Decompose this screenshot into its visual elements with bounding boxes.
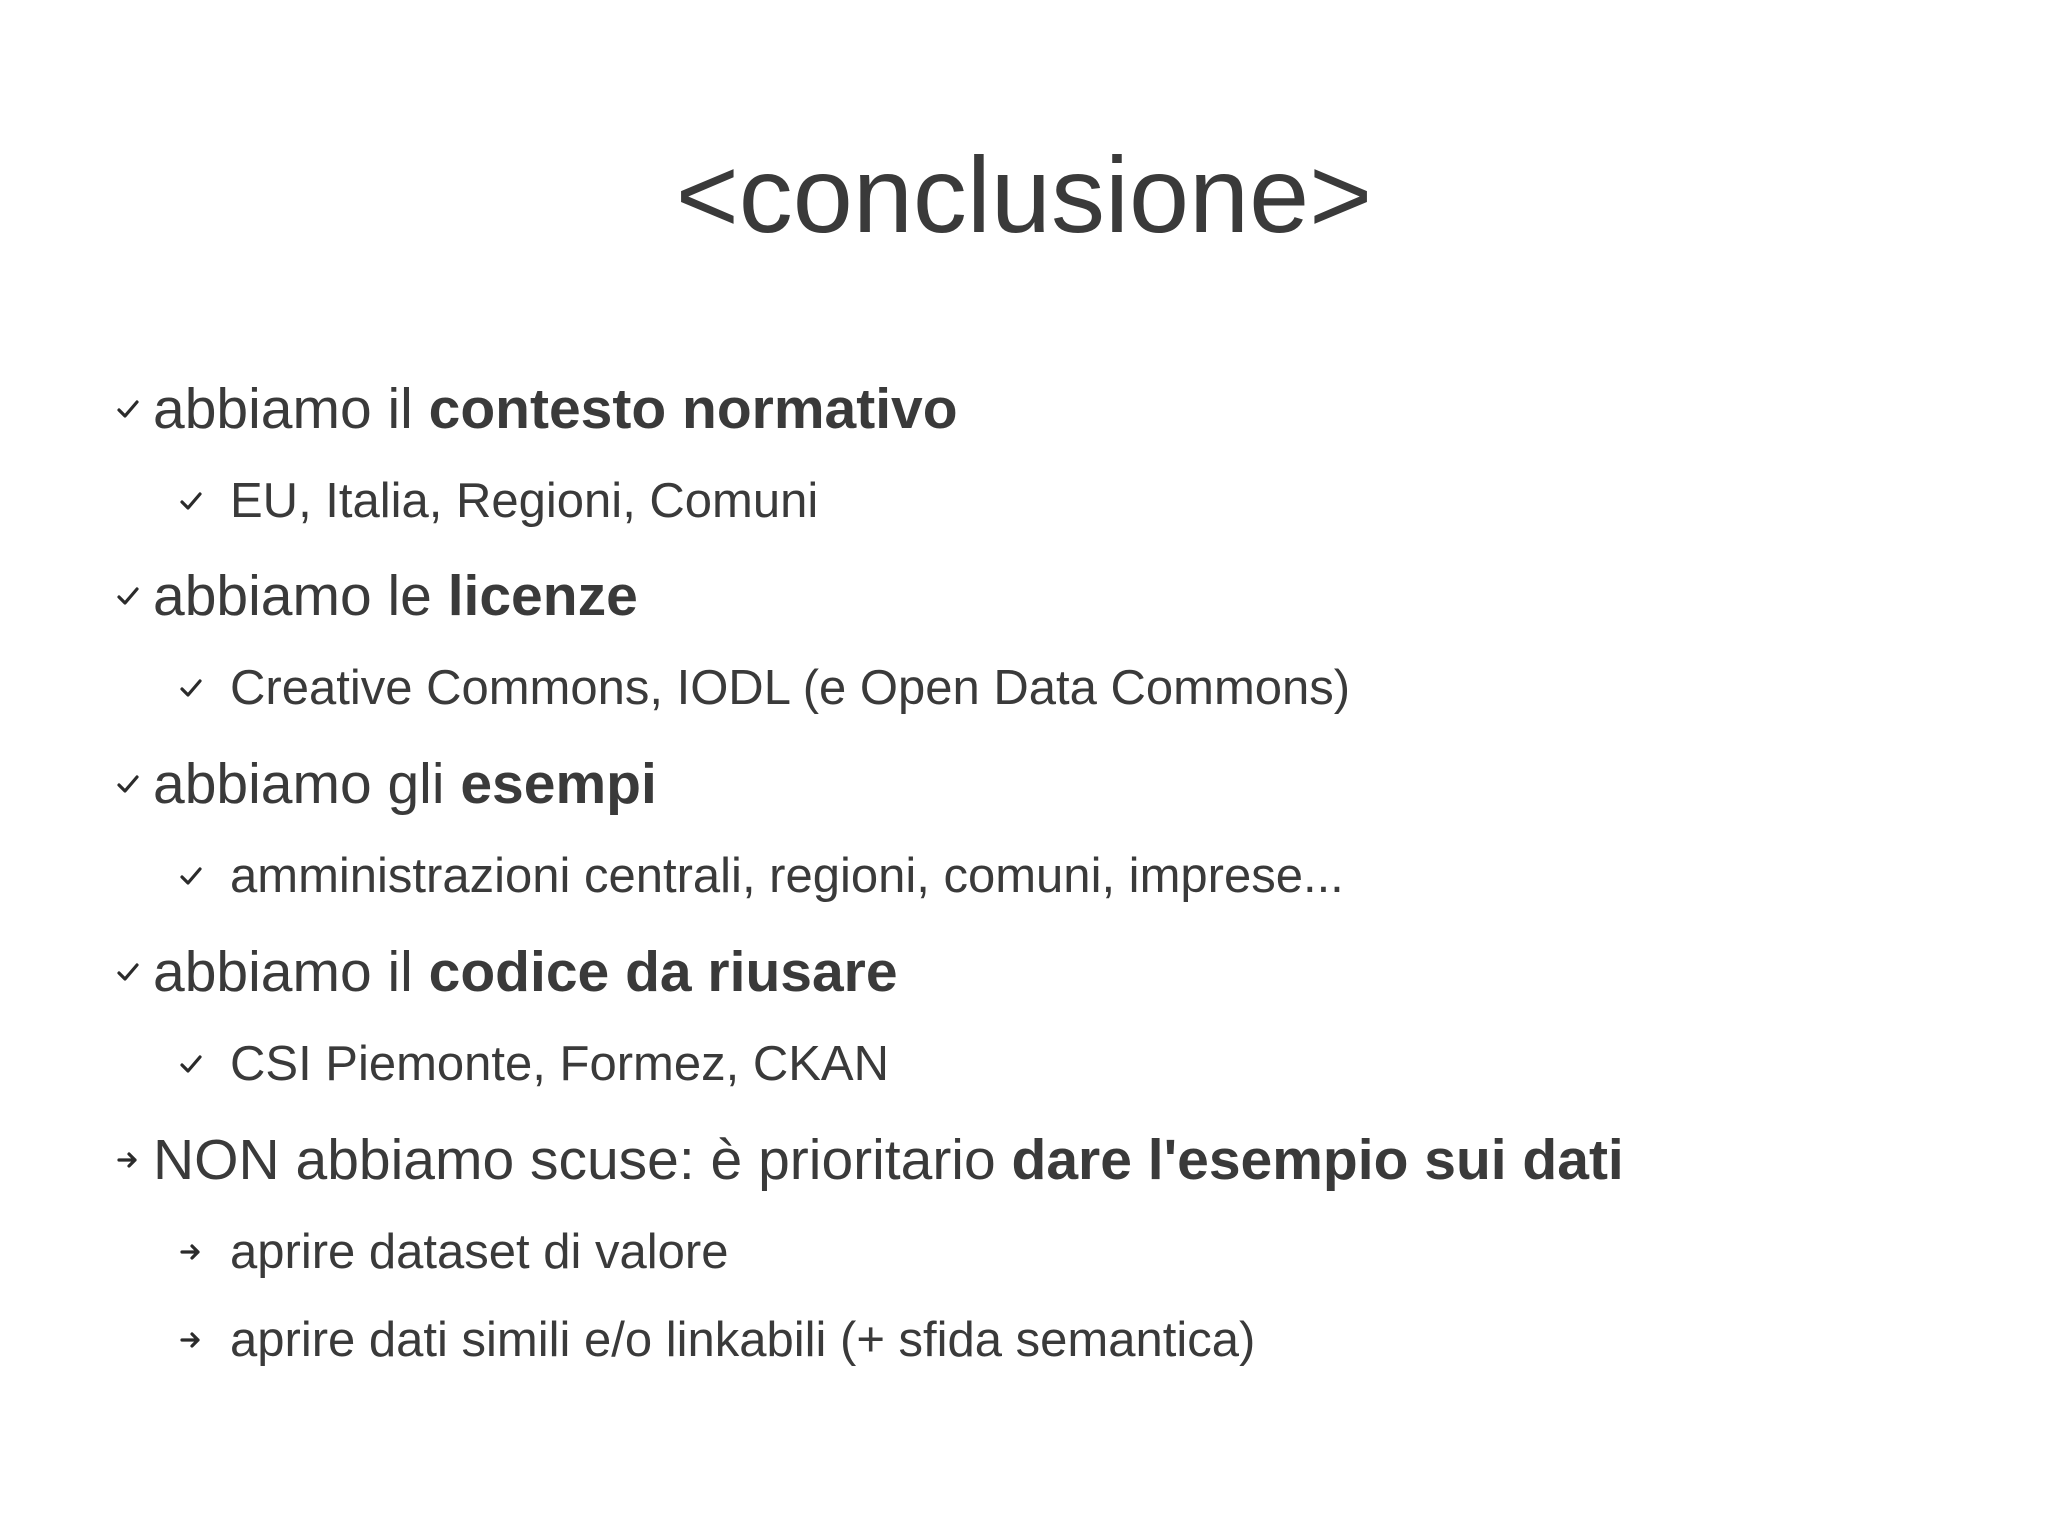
check-icon (178, 863, 230, 889)
bullet-item (115, 933, 898, 1007)
item-text: EU, Italia, Regioni, Comuni (230, 474, 819, 529)
sub-bullet-item (178, 468, 818, 531)
item-bold-text: dare l'esempio sui dati (1011, 1127, 1624, 1192)
item-bold-text: esempi (460, 751, 657, 816)
item-text: NON abbiamo scuse: è prioritario (153, 1127, 1012, 1192)
item-bold-text: codice da riusare (428, 939, 898, 1004)
slide-title: <conclusione> (675, 134, 1373, 255)
sub-bullet-item (178, 655, 1350, 718)
check-icon (178, 488, 230, 514)
check-icon (115, 583, 153, 609)
check-icon (178, 675, 230, 701)
item-text: aprire dati simili e/o linkabili (+ sfida semantica) (230, 1313, 1256, 1368)
sub-bullet-item (178, 1307, 1255, 1370)
bullet-item (115, 745, 657, 819)
check-icon (115, 959, 153, 985)
item-text: Creative Commons, IODL (e Open Data Commons) (230, 661, 1351, 716)
item-text: abbiamo le (153, 563, 448, 628)
item-text: abbiamo il (153, 376, 429, 441)
check-icon (178, 1051, 230, 1077)
item-bold-text: contesto normativo (428, 376, 958, 441)
bullet-item (115, 1121, 1624, 1195)
check-icon (115, 771, 153, 797)
item-text: aprire dataset di valore (230, 1225, 729, 1280)
item-text: abbiamo il (153, 939, 429, 1004)
item-text: amministrazioni centrali, regioni, comuni, imprese... (230, 849, 1344, 904)
check-icon (115, 396, 153, 422)
bullet-item (115, 557, 638, 631)
arrow-icon (178, 1239, 230, 1265)
sub-bullet-item (178, 843, 1344, 906)
item-text: abbiamo gli (153, 751, 461, 816)
bullet-item (115, 370, 958, 444)
arrow-icon (115, 1147, 153, 1173)
sub-bullet-item (178, 1219, 728, 1282)
item-text: CSI Piemonte, Formez, CKAN (230, 1037, 889, 1092)
sub-bullet-item (178, 1031, 889, 1094)
arrow-icon (178, 1327, 230, 1353)
item-bold-text: licenze (447, 563, 638, 628)
